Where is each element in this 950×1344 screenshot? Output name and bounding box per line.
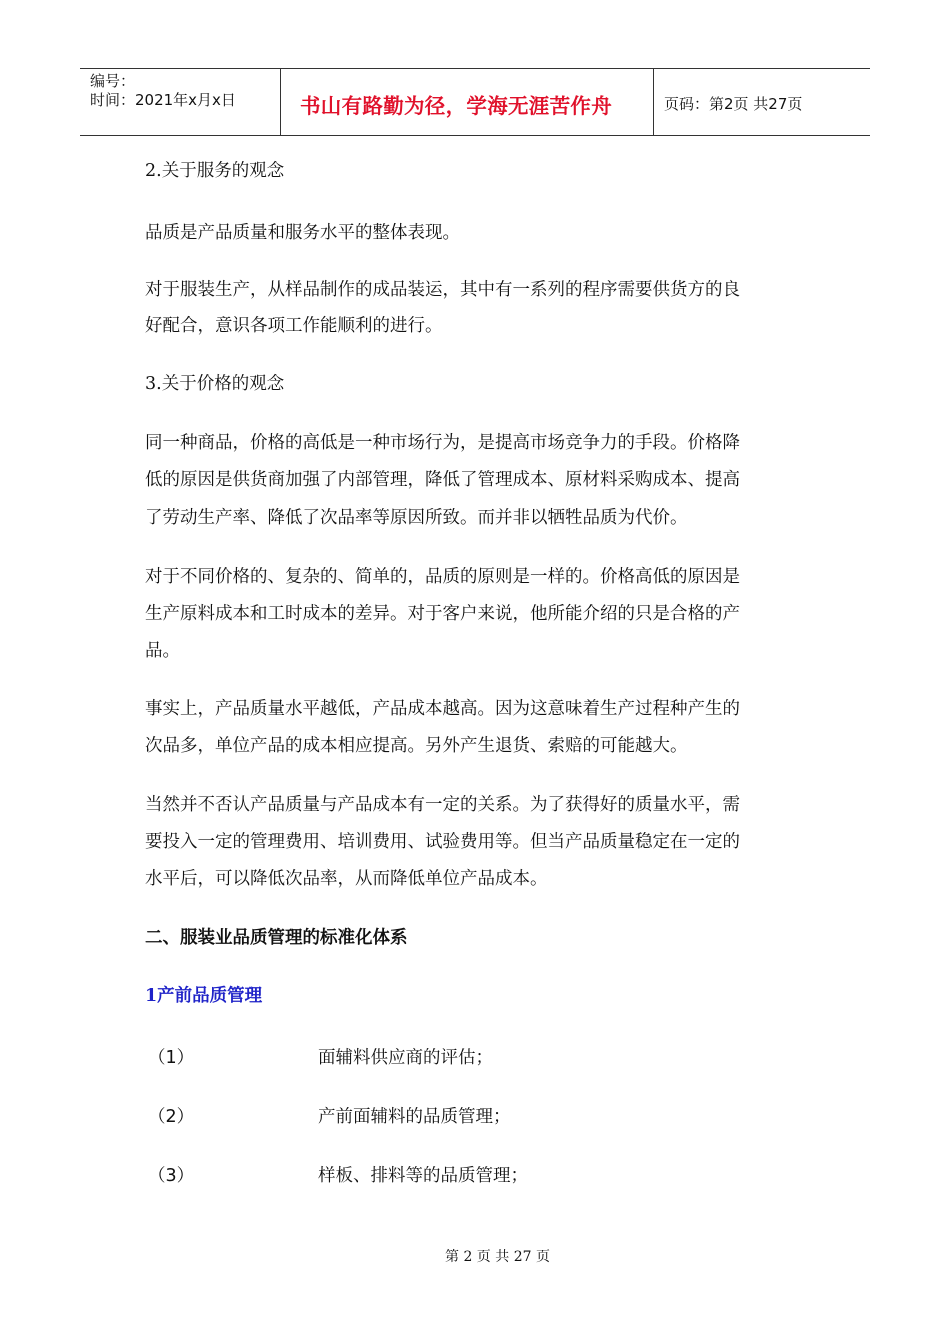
- paragraph-line: 次品多，单位产品的成本相应提高。另外产生退货、索赔的可能越大。: [145, 736, 688, 756]
- heading-price-concept: 3.关于价格的观念: [145, 374, 285, 394]
- list-item-number: （3）: [148, 1166, 195, 1186]
- heading-service-concept: 2.关于服务的观念: [145, 161, 285, 181]
- list-item-text: 样板、排料等的品质管理；: [318, 1166, 528, 1186]
- list-item-text: 产前面辅料的品质管理；: [318, 1107, 511, 1127]
- header-motto: 书山有路勤为径，学海无涯苦作舟: [281, 69, 654, 135]
- paragraph-line: 水平后，可以降低次品率，从而降低单位产品成本。: [145, 869, 548, 889]
- subsection-heading: 1产前品质管理: [145, 986, 263, 1006]
- paragraph-line: 低的原因是供货商加强了内部管理，降低了管理成本、原材料采购成本、提高: [145, 470, 740, 490]
- list-item-number: （1）: [148, 1048, 195, 1068]
- paragraph-line: 要投入一定的管理费用、培训费用、试验费用等。但当产品质量稳定在一定的: [145, 832, 740, 852]
- paragraph-line: 品质是产品质量和服务水平的整体表现。: [145, 223, 460, 243]
- paragraph-line: 对于不同价格的、复杂的、简单的，品质的原则是一样的。价格高低的原因是: [145, 567, 740, 587]
- list-item-number: （2）: [148, 1107, 195, 1127]
- paragraph-line: 事实上，产品质量水平越低，产品成本越高。因为这意味着生产过程种产生的: [145, 699, 740, 719]
- paragraph-line: 了劳动生产率、降低了次品率等原因所致。而并非以牺牲品质为代价。: [145, 508, 688, 528]
- document-time-label: 时间：2021年x月x日: [90, 91, 236, 109]
- document-number-label: 编号：: [90, 72, 136, 90]
- page-footer: 第 2 页 共 27 页: [445, 1249, 550, 1265]
- section-heading: 二、服装业品质管理的标准化体系: [145, 928, 408, 948]
- page-header: [80, 68, 870, 136]
- paragraph-line: 同一种商品，价格的高低是一种市场行为，是提高市场竞争力的手段。价格降: [145, 433, 740, 453]
- paragraph-line: 生产原料成本和工时成本的差异。对于客户来说，他所能介绍的只是合格的产: [145, 604, 740, 624]
- paragraph-line: 对于服装生产，从样品制作的成品装运，其中有一系列的程序需要供货方的良: [145, 280, 740, 300]
- header-page-info: 页码：第2页 共27页: [664, 94, 803, 113]
- paragraph-line: 当然并不否认产品质量与产品成本有一定的关系。为了获得好的质量水平，需: [145, 795, 740, 815]
- list-item-text: 面辅料供应商的评估；: [318, 1048, 493, 1068]
- header-meta: [80, 69, 281, 135]
- paragraph-line: 品。: [145, 641, 180, 661]
- paragraph-line: 好配合，意识各项工作能顺利的进行。: [145, 316, 443, 336]
